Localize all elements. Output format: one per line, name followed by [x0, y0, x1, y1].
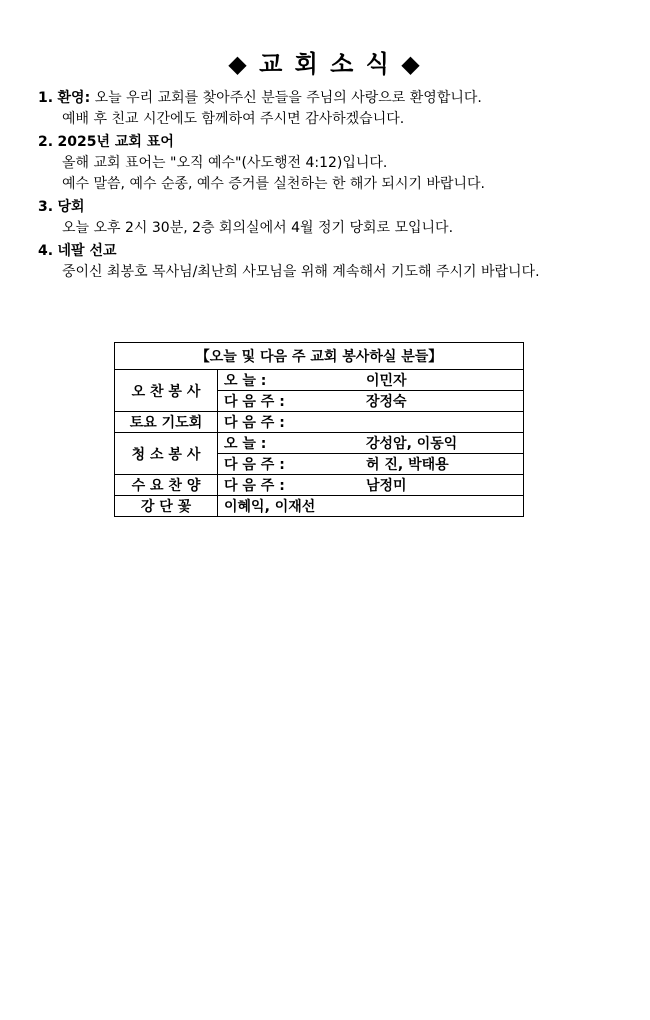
- news-item-mission: [38, 241, 628, 283]
- item-line: 중이신 최봉호 목사님/최난희 사모님을 위해 계속해서 기도해 주시기 바랍니다.: [62, 264, 540, 280]
- item-line: 오늘 오후 2시 30분, 2층 회의실에서 4월 정기 당회로 모입니다.: [62, 220, 454, 236]
- item-number: 2.: [38, 134, 54, 150]
- page-title: ◆ 교 회 소 식 ◆: [228, 50, 422, 78]
- when-cell: 다 음 주 :: [218, 391, 341, 412]
- role-cell: 청 소 봉 사: [115, 433, 218, 475]
- names-cell: 이혜익, 이재선: [218, 496, 524, 517]
- when-cell: 오 늘 :: [218, 370, 341, 391]
- table-row: [115, 412, 524, 433]
- item-number: 1.: [38, 90, 54, 106]
- table-row: [115, 433, 524, 454]
- names-cell: 강성암, 이동익: [340, 433, 524, 454]
- item-text: 오늘 우리 교회를 찾아주신 분들을 주님의 사랑으로 환영합니다.: [94, 90, 482, 106]
- news-item-welcome: [38, 88, 628, 130]
- role-cell: 토요 기도회: [115, 412, 218, 433]
- names-cell: 허 진, 박태용: [340, 454, 524, 475]
- names-cell: 이민자: [340, 370, 524, 391]
- item-title: 네팔 선교: [57, 243, 117, 259]
- when-cell: 다 음 주 :: [218, 454, 341, 475]
- table-row: [115, 496, 524, 517]
- service-table: [114, 342, 524, 517]
- role-cell: 수 요 찬 양: [115, 475, 218, 496]
- item-title: 2025년 교회 표어: [57, 134, 174, 150]
- table-caption: 【오늘 및 다음 주 교회 봉사하실 분들】: [115, 343, 524, 370]
- names-cell: 장정숙: [340, 391, 524, 412]
- when-cell: 오 늘 :: [218, 433, 341, 454]
- role-cell: 강 단 꽃: [115, 496, 218, 517]
- when-cell: 다 음 주 :: [218, 412, 341, 433]
- item-line: 예배 후 친교 시간에도 함께하여 주시면 감사하겠습니다.: [62, 111, 405, 127]
- item-number: 4.: [38, 243, 54, 259]
- item-number: 3.: [38, 199, 54, 215]
- table-row: [115, 475, 524, 496]
- item-line: 예수 말씀, 예수 순종, 예수 증거를 실천하는 한 해가 되시기 바랍니다.: [62, 176, 485, 192]
- names-cell: 남정미: [340, 475, 524, 496]
- when-cell: 다 음 주 :: [218, 475, 341, 496]
- church-news-list: [38, 88, 628, 285]
- item-line: 올해 교회 표어는 "오직 예수"(사도행전 4:12)입니다.: [62, 155, 388, 171]
- news-item-session: [38, 197, 628, 239]
- item-title: 환영:: [57, 90, 91, 106]
- role-cell: 오 찬 봉 사: [115, 370, 218, 412]
- item-title: 당회: [57, 199, 85, 215]
- table-row: [115, 370, 524, 391]
- news-item-motto: [38, 132, 628, 195]
- names-cell: [340, 412, 524, 433]
